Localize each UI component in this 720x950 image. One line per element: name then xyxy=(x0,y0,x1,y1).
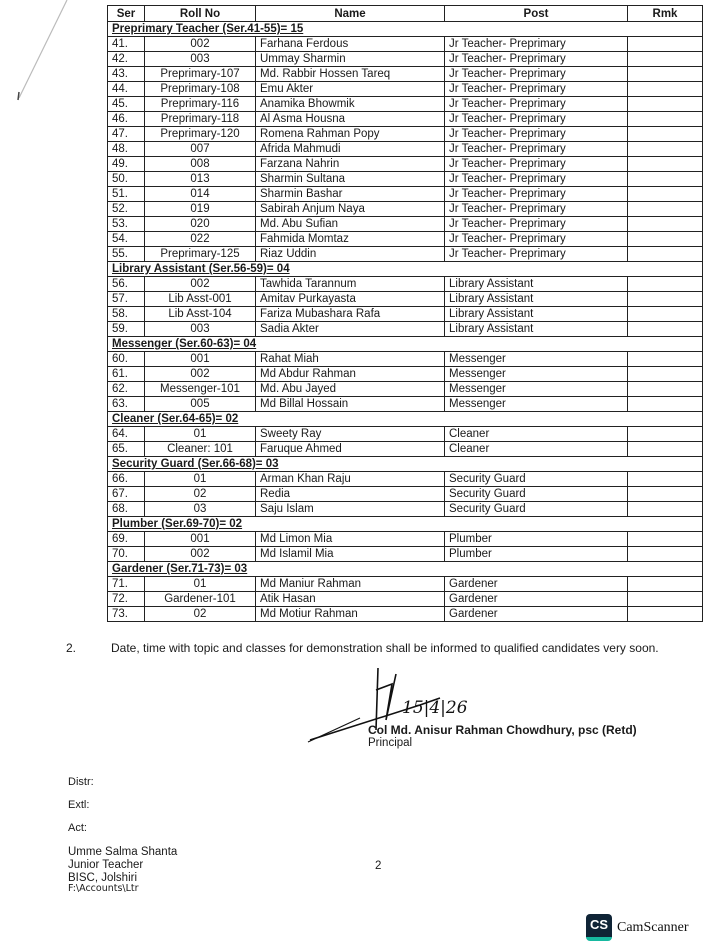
cell-ser: 64. xyxy=(108,427,145,442)
cell-ser: 42. xyxy=(108,52,145,67)
table-row xyxy=(108,292,703,307)
cell-rmk xyxy=(628,532,703,547)
cell-roll-no: Preprimary-125 xyxy=(145,247,256,262)
cell-post: Jr Teacher- Preprimary xyxy=(445,112,628,127)
table-row xyxy=(108,397,703,412)
cell-roll-no: Preprimary-118 xyxy=(145,112,256,127)
section-header-row xyxy=(108,517,703,532)
cell-rmk xyxy=(628,592,703,607)
header-roll-no: Roll No xyxy=(145,6,256,22)
cell-ser: 44. xyxy=(108,82,145,97)
cell-rmk xyxy=(628,217,703,232)
cell-roll-no: 002 xyxy=(145,277,256,292)
cell-name: Al Asma Housna xyxy=(256,112,445,127)
cell-name: Md Billal Hossain xyxy=(256,397,445,412)
header-post: Post xyxy=(445,6,628,22)
cell-post: Cleaner xyxy=(445,427,628,442)
cell-rmk xyxy=(628,82,703,97)
page-number: 2 xyxy=(375,860,382,872)
cell-rmk xyxy=(628,187,703,202)
cell-ser: 71. xyxy=(108,577,145,592)
section-header-row xyxy=(108,412,703,427)
table-header-row xyxy=(108,6,703,22)
cell-rmk xyxy=(628,277,703,292)
cell-ser: 59. xyxy=(108,322,145,337)
table-row xyxy=(108,187,703,202)
cell-roll-no: 022 xyxy=(145,232,256,247)
cell-post: Messenger xyxy=(445,367,628,382)
cell-roll-no: 013 xyxy=(145,172,256,187)
cell-name: Arman Khan Raju xyxy=(256,472,445,487)
cell-rmk xyxy=(628,292,703,307)
cell-post: Library Assistant xyxy=(445,307,628,322)
table-row xyxy=(108,202,703,217)
header-name: Name xyxy=(256,6,445,22)
cell-rmk xyxy=(628,37,703,52)
cell-name: Atik Hasan xyxy=(256,592,445,607)
cell-post: Jr Teacher- Preprimary xyxy=(445,187,628,202)
signature-block xyxy=(300,660,680,755)
table-row xyxy=(108,277,703,292)
cell-ser: 61. xyxy=(108,367,145,382)
cell-roll-no: 002 xyxy=(145,547,256,562)
file-path: F:\Accounts\Ltr xyxy=(68,883,139,894)
addressee-institution: BISC, Jolshiri xyxy=(68,872,138,884)
cell-roll-no: 003 xyxy=(145,52,256,67)
cell-ser: 68. xyxy=(108,502,145,517)
cell-name: Sharmin Sultana xyxy=(256,172,445,187)
cell-roll-no: 002 xyxy=(145,367,256,382)
cell-rmk xyxy=(628,487,703,502)
table-row xyxy=(108,52,703,67)
cell-post: Jr Teacher- Preprimary xyxy=(445,157,628,172)
cell-name: Md Abdur Rahman xyxy=(256,367,445,382)
addressee-name: Umme Salma Shanta xyxy=(68,846,178,858)
section-title: Security Guard (Ser.66-68)= 03 xyxy=(108,457,703,472)
cell-rmk xyxy=(628,427,703,442)
table-row xyxy=(108,607,703,622)
cell-post: Jr Teacher- Preprimary xyxy=(445,202,628,217)
cell-ser: 45. xyxy=(108,97,145,112)
cell-post: Messenger xyxy=(445,352,628,367)
table-row xyxy=(108,487,703,502)
cell-ser: 52. xyxy=(108,202,145,217)
cell-post: Jr Teacher- Preprimary xyxy=(445,37,628,52)
cell-name: Sharmin Bashar xyxy=(256,187,445,202)
table-row xyxy=(108,472,703,487)
cell-post: Jr Teacher- Preprimary xyxy=(445,247,628,262)
cell-roll-no: Lib Asst-001 xyxy=(145,292,256,307)
section-header-row xyxy=(108,457,703,472)
cell-ser: 53. xyxy=(108,217,145,232)
section-header-row xyxy=(108,262,703,277)
addressee-designation: Junior Teacher xyxy=(68,859,144,871)
table-row xyxy=(108,577,703,592)
cell-ser: 65. xyxy=(108,442,145,457)
cell-rmk xyxy=(628,382,703,397)
table-row xyxy=(108,112,703,127)
cell-ser: 70. xyxy=(108,547,145,562)
table-row xyxy=(108,157,703,172)
table-body xyxy=(108,22,703,622)
table-row xyxy=(108,442,703,457)
cell-ser: 49. xyxy=(108,157,145,172)
act-label: Act: xyxy=(68,822,87,834)
table-row xyxy=(108,127,703,142)
table-row xyxy=(108,352,703,367)
cell-ser: 66. xyxy=(108,472,145,487)
cell-ser: 47. xyxy=(108,127,145,142)
cell-post: Jr Teacher- Preprimary xyxy=(445,67,628,82)
cell-roll-no: 001 xyxy=(145,352,256,367)
table-row xyxy=(108,82,703,97)
cell-roll-no: 003 xyxy=(145,322,256,337)
cell-name: Md. Abu Jayed xyxy=(256,382,445,397)
cell-ser: 43. xyxy=(108,67,145,82)
cell-ser: 62. xyxy=(108,382,145,397)
table-row xyxy=(108,67,703,82)
cell-rmk xyxy=(628,577,703,592)
table-row xyxy=(108,547,703,562)
cell-ser: 63. xyxy=(108,397,145,412)
cell-rmk xyxy=(628,172,703,187)
cell-name: Saju Islam xyxy=(256,502,445,517)
cell-name: Md Motiur Rahman xyxy=(256,607,445,622)
cell-name: Amitav Purkayasta xyxy=(256,292,445,307)
section-title: Cleaner (Ser.64-65)= 02 xyxy=(108,412,703,427)
cell-name: Md Limon Mia xyxy=(256,532,445,547)
cell-roll-no: 02 xyxy=(145,487,256,502)
cell-roll-no: 02 xyxy=(145,607,256,622)
cell-rmk xyxy=(628,502,703,517)
cell-post: Jr Teacher- Preprimary xyxy=(445,172,628,187)
cell-post: Jr Teacher- Preprimary xyxy=(445,142,628,157)
cell-roll-no: Messenger-101 xyxy=(145,382,256,397)
cell-post: Gardener xyxy=(445,577,628,592)
cell-ser: 73. xyxy=(108,607,145,622)
section-title: Library Assistant (Ser.56-59)= 04 xyxy=(108,262,703,277)
cell-ser: 54. xyxy=(108,232,145,247)
cell-post: Security Guard xyxy=(445,472,628,487)
table-row xyxy=(108,502,703,517)
cell-roll-no: 01 xyxy=(145,427,256,442)
cell-roll-no: 005 xyxy=(145,397,256,412)
stray-pen-mark xyxy=(12,0,72,110)
cell-rmk xyxy=(628,112,703,127)
cell-name: Anamika Bhowmik xyxy=(256,97,445,112)
table-row xyxy=(108,142,703,157)
cell-roll-no: 014 xyxy=(145,187,256,202)
header-ser: Ser xyxy=(108,6,145,22)
cell-post: Library Assistant xyxy=(445,322,628,337)
cell-ser: 60. xyxy=(108,352,145,367)
cell-ser: 67. xyxy=(108,487,145,502)
cell-name: Emu Akter xyxy=(256,82,445,97)
cell-name: Sadia Akter xyxy=(256,322,445,337)
signature-scribble-icon xyxy=(300,660,680,755)
cell-post: Jr Teacher- Preprimary xyxy=(445,232,628,247)
cell-rmk xyxy=(628,247,703,262)
cell-rmk xyxy=(628,67,703,82)
cell-post: Jr Teacher- Preprimary xyxy=(445,217,628,232)
extl-label: Extl: xyxy=(68,799,90,811)
section-header-row xyxy=(108,22,703,37)
cell-roll-no: 03 xyxy=(145,502,256,517)
section-header-row xyxy=(108,562,703,577)
cell-ser: 57. xyxy=(108,292,145,307)
cell-ser: 58. xyxy=(108,307,145,322)
cell-roll-no: 001 xyxy=(145,532,256,547)
camscanner-watermark xyxy=(586,914,689,941)
cell-rmk xyxy=(628,442,703,457)
table-row xyxy=(108,97,703,112)
cell-ser: 41. xyxy=(108,37,145,52)
cell-post: Gardener xyxy=(445,592,628,607)
section-title: Messenger (Ser.60-63)= 04 xyxy=(108,337,703,352)
cell-post: Library Assistant xyxy=(445,292,628,307)
cell-rmk xyxy=(628,607,703,622)
section-title: Preprimary Teacher (Ser.41-55)= 15 xyxy=(108,22,703,37)
cell-name: Faruque Ahmed xyxy=(256,442,445,457)
table-row xyxy=(108,232,703,247)
section-title: Gardener (Ser.71-73)= 03 xyxy=(108,562,703,577)
cell-roll-no: 020 xyxy=(145,217,256,232)
cell-post: Plumber xyxy=(445,532,628,547)
cell-roll-no: Gardener-101 xyxy=(145,592,256,607)
note-number: 2. xyxy=(66,641,77,655)
cell-ser: 46. xyxy=(108,112,145,127)
distr-label: Distr: xyxy=(68,776,94,788)
cell-post: Gardener xyxy=(445,607,628,622)
cell-post: Jr Teacher- Preprimary xyxy=(445,127,628,142)
cell-rmk xyxy=(628,52,703,67)
candidate-table xyxy=(107,5,703,622)
cell-rmk xyxy=(628,142,703,157)
cell-name: Rahat Miah xyxy=(256,352,445,367)
cell-post: Jr Teacher- Preprimary xyxy=(445,82,628,97)
table-row xyxy=(108,172,703,187)
cell-name: Sabirah Anjum Naya xyxy=(256,202,445,217)
table-row xyxy=(108,367,703,382)
cell-post: Jr Teacher- Preprimary xyxy=(445,52,628,67)
cell-name: Fariza Mubashara Rafa xyxy=(256,307,445,322)
cell-ser: 56. xyxy=(108,277,145,292)
cell-name: Md. Abu Sufian xyxy=(256,217,445,232)
handwritten-date: 15|4|26 xyxy=(402,698,468,718)
cell-rmk xyxy=(628,352,703,367)
camscanner-logo-icon: CS xyxy=(586,914,612,941)
cell-post: Jr Teacher- Preprimary xyxy=(445,97,628,112)
cell-roll-no: Preprimary-107 xyxy=(145,67,256,82)
cell-name: Sweety Ray xyxy=(256,427,445,442)
signatory-title: Principal xyxy=(368,737,413,749)
cell-name: Afrida Mahmudi xyxy=(256,142,445,157)
table-row xyxy=(108,37,703,52)
table-row xyxy=(108,427,703,442)
cell-post: Security Guard xyxy=(445,487,628,502)
table-row xyxy=(108,307,703,322)
cell-name: Farhana Ferdous xyxy=(256,37,445,52)
cell-rmk xyxy=(628,232,703,247)
cell-ser: 48. xyxy=(108,142,145,157)
cell-post: Security Guard xyxy=(445,502,628,517)
cell-post: Plumber xyxy=(445,547,628,562)
section-header-row xyxy=(108,337,703,352)
table-row xyxy=(108,592,703,607)
table-row xyxy=(108,247,703,262)
cell-rmk xyxy=(628,157,703,172)
cell-rmk xyxy=(628,547,703,562)
addressee-block xyxy=(68,846,177,885)
cell-rmk xyxy=(628,367,703,382)
cell-ser: 69. xyxy=(108,532,145,547)
table-row xyxy=(108,217,703,232)
cell-rmk xyxy=(628,127,703,142)
cell-rmk xyxy=(628,307,703,322)
cell-ser: 51. xyxy=(108,187,145,202)
cell-post: Cleaner xyxy=(445,442,628,457)
cell-roll-no: Preprimary-116 xyxy=(145,97,256,112)
cell-ser: 55. xyxy=(108,247,145,262)
cell-name: Romena Rahman Popy xyxy=(256,127,445,142)
cell-rmk xyxy=(628,322,703,337)
cell-rmk xyxy=(628,472,703,487)
cell-name: Ummay Sharmin xyxy=(256,52,445,67)
cell-post: Library Assistant xyxy=(445,277,628,292)
cell-post: Messenger xyxy=(445,397,628,412)
cell-roll-no: 019 xyxy=(145,202,256,217)
cell-roll-no: 01 xyxy=(145,577,256,592)
cell-post: Messenger xyxy=(445,382,628,397)
cell-name: Redia xyxy=(256,487,445,502)
cell-name: Riaz Uddin xyxy=(256,247,445,262)
cell-name: Md Islamil Mia xyxy=(256,547,445,562)
cell-name: Md. Rabbir Hossen Tareq xyxy=(256,67,445,82)
cell-rmk xyxy=(628,397,703,412)
header-rmk: Rmk xyxy=(628,6,703,22)
cell-rmk xyxy=(628,202,703,217)
table-row xyxy=(108,532,703,547)
cell-roll-no: Lib Asst-104 xyxy=(145,307,256,322)
cell-roll-no: 008 xyxy=(145,157,256,172)
cell-roll-no: 01 xyxy=(145,472,256,487)
section-title: Plumber (Ser.69-70)= 02 xyxy=(108,517,703,532)
signatory-name: Col Md. Anisur Rahman Chowdhury, psc (Retd) xyxy=(368,723,637,737)
cell-name: Md Maniur Rahman xyxy=(256,577,445,592)
cell-ser: 50. xyxy=(108,172,145,187)
cell-roll-no: Cleaner: 101 xyxy=(145,442,256,457)
camscanner-text: CamScanner xyxy=(617,919,689,935)
note-text: Date, time with topic and classes for demonstration shall be informed to qualified candidates very soon. xyxy=(111,641,659,655)
cell-roll-no: Preprimary-120 xyxy=(145,127,256,142)
cell-roll-no: 002 xyxy=(145,37,256,52)
cell-name: Tawhida Tarannum xyxy=(256,277,445,292)
cell-ser: 72. xyxy=(108,592,145,607)
cell-rmk xyxy=(628,97,703,112)
table-row xyxy=(108,322,703,337)
cell-name: Fahmida Momtaz xyxy=(256,232,445,247)
cell-roll-no: Preprimary-108 xyxy=(145,82,256,97)
cell-name: Farzana Nahrin xyxy=(256,157,445,172)
table-row xyxy=(108,382,703,397)
cell-roll-no: 007 xyxy=(145,142,256,157)
